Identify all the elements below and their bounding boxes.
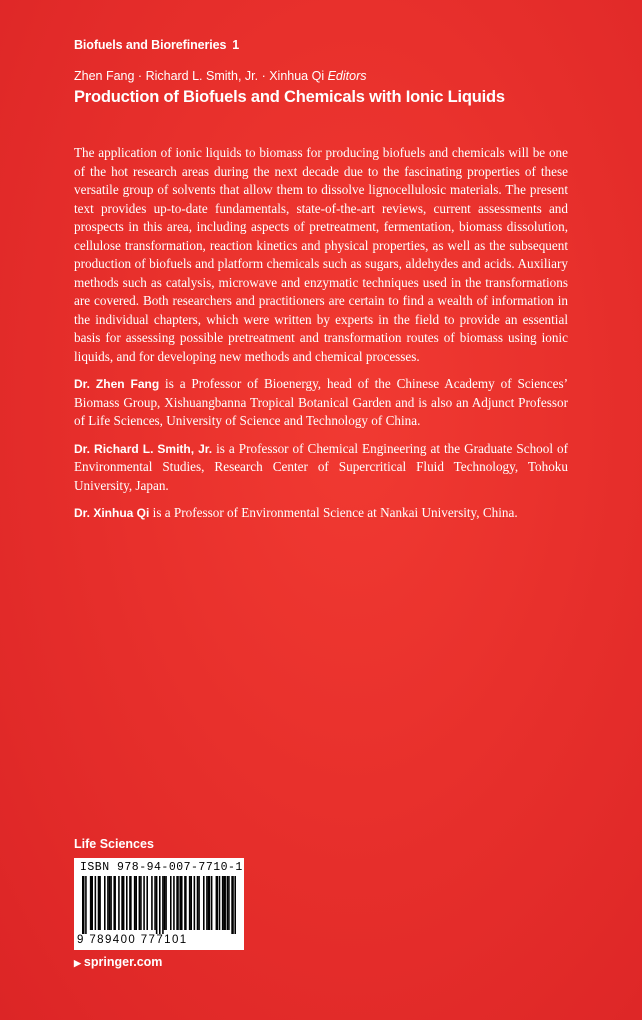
editors-line (74, 69, 367, 83)
subject-category: Life Sciences (74, 837, 154, 851)
barcode-bar (107, 876, 109, 930)
barcode-bar (140, 876, 142, 930)
bio-paragraph-qi (74, 504, 568, 523)
barcode-bar (134, 876, 136, 930)
barcode-bar (170, 876, 172, 930)
editor-names: Zhen Fang · Richard L. Smith, Jr. · Xinhua Qi (74, 69, 325, 83)
barcode-bar (110, 876, 112, 930)
barcode-bar (176, 876, 179, 930)
barcode-bar (126, 876, 128, 930)
barcode-bar (135, 876, 137, 930)
barcode-bar (184, 876, 187, 930)
series-title (74, 38, 239, 52)
barcode-bar (165, 876, 167, 930)
barcode-bar (99, 876, 101, 930)
bio-name: Dr. Richard L. Smith, Jr. (74, 441, 213, 456)
barcode-bar (143, 876, 145, 930)
isbn-barcode (74, 858, 244, 950)
barcode-bar (104, 876, 106, 930)
barcode-bars (82, 876, 236, 934)
description-paragraph: The application of ionic liquids to biomass for producing biofuels and chemicals will be one of the hot research areas during the next decade due to the fascinating properties of these versatile group of solvents that allow them to dissolve lignocellulosic materials. The present text provides up-to-date fundamentals, state-of-the-art reviews, current assessments and prospects in this area, including aspects of pretreatment, fermentation, biomass dissolution, cellulose transformation, reaction kinetics and physical properties, as well as the subsequent production of biofuels and platform chemicals such as sugars, aldehydes and acids. Auxiliary methods such as catalysis, microwave and enzymatic techniques used in the transformations are covered. Both researchers and practitioners are certain to find a wealth of information in the individual chapters, which were written by experts in the field to provide an essential basis for assessing possible pretreatment and transformation routes of biomass using ionic liquids, and for developing new methods and chemical processes. (74, 145, 568, 364)
barcode-bar (190, 876, 192, 930)
series-number: 1 (232, 38, 240, 52)
barcode-bar (82, 876, 85, 934)
bio-text: is a Professor of Environmental Science at Nankai University, China. (149, 505, 518, 520)
barcode-bar (159, 876, 161, 934)
bio-paragraph-smith (74, 440, 568, 496)
publisher-website[interactable] (74, 955, 162, 969)
bio-text: is a Professor of Bioenergy, head of the Chinese Academy of Sciences’ Biomass Group, Xishuangbanna Tropical Botanical Garden and is also an Adjunct Professor of Life Sciences, University of Science and Technology of China. (74, 376, 568, 428)
website-label: springer.com (83, 955, 163, 969)
barcode-bar (228, 876, 230, 930)
barcode-bar (91, 876, 93, 930)
barcode-bar (173, 876, 175, 930)
barcode-bar (198, 876, 200, 930)
bio-name: Dr. Zhen Fang (74, 377, 160, 391)
barcode-bar (189, 876, 191, 930)
barcode-bar (211, 876, 213, 930)
barcode-bar (208, 876, 211, 930)
barcode-bar (139, 876, 141, 930)
barcode-bar (162, 876, 164, 934)
barcode-bar (109, 876, 111, 930)
arrow-icon: ▶ (74, 958, 81, 968)
barcode-bar (151, 876, 153, 930)
barcode-bar (219, 876, 221, 930)
barcode-bar (234, 876, 236, 934)
barcode-bar (123, 876, 125, 930)
bio-text: is a Professor of Chemical Engineering at the Graduate School of Environmental Studies, Research Center of Supercritical Fluid Technology, Tohoku University, Japan. (74, 440, 568, 493)
barcode-bar (85, 876, 87, 934)
barcode-bar (216, 876, 219, 930)
barcode-bar (227, 876, 229, 930)
barcode-bar (222, 876, 224, 930)
back-cover-text (74, 144, 568, 532)
isbn-label: ISBN 978-94-007-7710-1 (80, 861, 243, 874)
bio-name: Dr. Xinhua Qi (74, 506, 150, 520)
barcode-bar (194, 876, 196, 930)
barcode-bar (129, 876, 132, 930)
barcode-bar (203, 876, 205, 930)
barcode-bar (146, 876, 148, 930)
barcode-bar (179, 876, 181, 930)
barcode-bar (156, 876, 158, 934)
book-title: Production of Biofuels and Chemicals with Ionic Liquids (74, 88, 505, 106)
barcode-bar (154, 876, 156, 930)
barcode-bar (231, 876, 234, 934)
barcode-bar (164, 876, 166, 930)
barcode-bar (95, 876, 97, 930)
barcode-bar (181, 876, 183, 930)
barcode-bar (206, 876, 208, 930)
editors-role: Editors (327, 69, 367, 83)
series-name: Biofuels and Biorefineries (74, 38, 227, 52)
barcode-bar (223, 876, 226, 930)
bio-paragraph-fang (74, 375, 568, 431)
barcode-bar (113, 876, 116, 930)
barcode-digits: 9 789400 777101 (77, 934, 188, 946)
barcode-bar (197, 876, 199, 930)
barcode-bar (118, 876, 120, 930)
